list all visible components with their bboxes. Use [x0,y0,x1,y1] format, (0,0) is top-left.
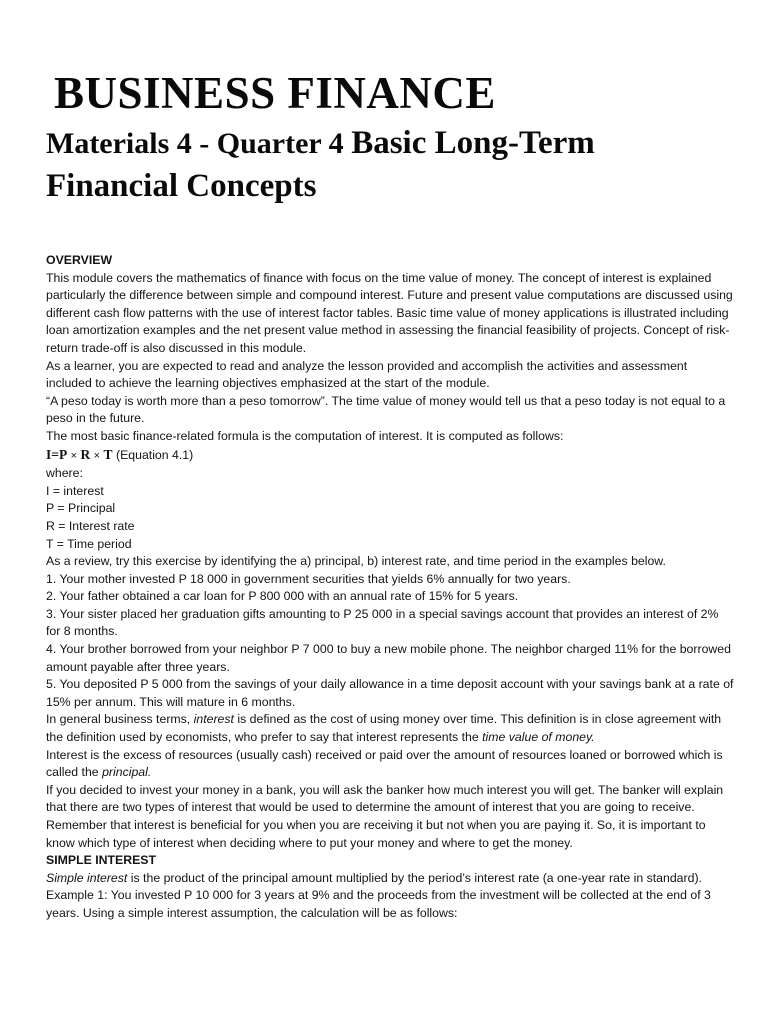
formula-equals: = [51,446,59,462]
overview-paragraph-4: The most basic finance-related formula is the computation of interest. It is computed as follows: [46,428,564,443]
subtitle-part-b: Basic Long-Term Financial Concepts [46,125,595,204]
overview-heading: OVERVIEW [46,253,113,267]
simple-interest-heading: SIMPLE INTEREST [46,853,156,868]
formula-def-i: I = interest [46,483,104,498]
formula-where: where: [46,466,83,481]
formula-times-1: × [70,449,78,462]
exercise-item-5: 5. You deposited P 5 000 from the savings of your daily allowance in a time deposit account with your savings bank at a rate of 15% per annum. This will mature in 6 months. [46,677,734,709]
subtitle-part-a: Materials 4 - Quarter 4 [46,127,352,160]
formula-def-t: T = Time period [46,536,132,551]
simple-interest-def-text: is the product of the principal amount multiplied by the period’s interest rate (a one-year rate in standard). [127,870,702,885]
overview-paragraph-2: As a learner, you are expected to read and analyze the lesson provided and accomplish the activities and assessment included to achieve the learning objectives emphasized at the start of the module. [46,358,688,391]
principal-def-text: Interest is the excess of resources (usually cash) received or paid over the amount of resources loaned or borrowed which is called the [46,747,723,780]
formula-def-r: R = Interest rate [46,518,135,533]
document-body [46,252,734,923]
interest-def-text-2: is defined as the cost of using money over time. This definition is in close agreement with the definition used by economists, who prefer to say that interest represents the [46,712,722,745]
overview-paragraph-3: “A peso today is worth more than a peso tomorrow”. The time value of money would tell us that a peso today is not equal to a peso in the future. [46,393,726,426]
interest-def-term: interest [193,712,234,727]
principal-def-term: principal. [102,765,152,780]
document-subtitle [46,122,734,208]
formula-times-2: × [93,449,101,462]
formula-def-p: P = Principal [46,501,116,516]
interest-def-term-2: time value of money. [482,730,595,745]
formula-label: (Equation 4.1) [115,447,194,462]
overview-paragraph-1: This module covers the mathematics of finance with focus on the time value of money. The concept of interest is explained particularly the difference between simple and compound interest. Future and present value computations are discussed using different cash flow patterns with the use of interest factor tables. Basic time value of money applications is illustrated including loan amortization examples and the net present value method in assessing the financial feasibility of projects. Concept of risk-return trade-off is also discussed in this module. [46,270,733,355]
simple-interest-definition [46,870,734,888]
interest-formula [46,446,734,466]
formula-t: T [103,446,113,462]
interest-def-text-1: In general business terms, [46,712,194,727]
interest-definition-paragraph [46,711,734,746]
example-1-paragraph: Example 1: You invested P 10 000 for 3 years at 9% and the proceeds from the investment will be collected at the end of 3 years. Using a simple interest assumption, the calculation will be as follows: [46,888,711,920]
exercise-item-3: 3. Your sister placed her graduation gifts amounting to P 25 000 in a special savings account that provides an interest of 2% for 8 months. [46,606,719,639]
formula-r: R [80,446,91,462]
exercise-item-1: 1. Your mother invested P 18 000 in government securities that yields 6% annually for two years. [46,571,571,586]
document-title: BUSINESS FINANCE [54,68,496,118]
principal-definition-paragraph [46,747,734,782]
formula-p: P [58,446,68,462]
formula-i: I [46,446,52,462]
exercise-item-2: 2. Your father obtained a car loan for P 800 000 with an annual rate of 15% for 5 years. [46,589,519,604]
simple-interest-term: Simple interest [46,870,128,885]
exercise-intro: As a review, try this exercise by identifying the a) principal, b) interest rate, and time period in the examples below. [46,554,666,569]
exercise-item-4: 4. Your brother borrowed from your neighbor P 7 000 to buy a new mobile phone. The neighbor charged 11% for the borrowed amount payable after three years. [46,642,731,674]
bank-interest-paragraph: If you decided to invest your money in a bank, you will ask the banker how much interest you will get. The banker will explain that there are two types of interest that would be used to determine the amount of interest that you are going to receive. Remember that interest is beneficial for you when you are receiving it but not when you are paying it. So, it is important to know which type of interest when deciding where to put your money and where to get the money. [46,782,724,850]
